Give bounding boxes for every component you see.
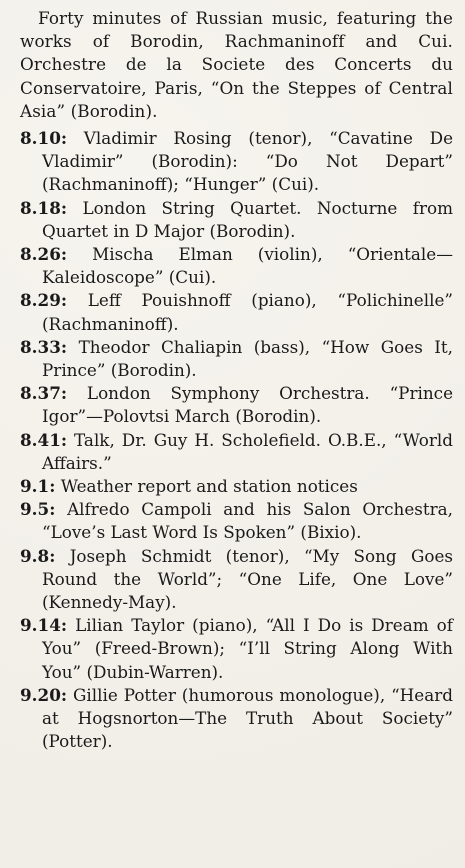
program-text: Vladimir Rosing (tenor), “Cavatine De Vladimir” (Borodin): “Do Not Depart” (Rachmaninoff); “Hunger” (Cui). <box>42 128 453 195</box>
program-text: Weather report and station notices <box>60 476 358 497</box>
program-time: 8.33: <box>20 336 68 357</box>
program-time: 8.37: <box>20 383 68 404</box>
program-text: London String Quartet. Nocturne from Quartet in D Major (Borodin). <box>42 197 453 241</box>
program-text: Alfredo Campoli and his Salon Orchestra, “Love’s Last Word Is Spoken” (Bixio). <box>42 499 453 543</box>
program-time: 8.18: <box>20 197 68 218</box>
program-text: Leff Pouishnoff (piano), “Polichinelle” (Rachmaninoff). <box>42 290 453 334</box>
program-time: 8.41: <box>20 429 68 450</box>
program-time: 9.1: <box>20 476 56 497</box>
program-item <box>20 498 453 544</box>
program-text: Lilian Taylor (piano), “All I Do is Dream of You” (Freed-Brown); “I’ll String Along With You” (Dubin-Warren). <box>42 615 454 682</box>
program-time: 9.8: <box>20 545 56 566</box>
program-text: London Symphony Orchestra. “Prince Igor”—Polovtsi March (Borodin). <box>42 383 453 427</box>
program-item <box>20 429 453 475</box>
program-time: 8.26: <box>20 244 68 265</box>
program-text: Gillie Potter (humorous monologue), “Heard at Hogsnorton—The Truth About Society” (Potter). <box>42 684 453 752</box>
program-text: Mischa Elman (violin), “Orientale—Kaleidoscope” (Cui). <box>42 244 453 288</box>
program-item <box>20 382 453 428</box>
program-time: 8.10: <box>20 128 68 149</box>
program-text: Joseph Schmidt (tenor), “My Song Goes Round the World”; “One Life, One Love” (Kennedy-May). <box>42 545 453 613</box>
program-item <box>20 684 453 754</box>
program-item <box>20 289 453 335</box>
program-item <box>20 336 453 382</box>
program-text: Theodor Chaliapin (bass), “How Goes It, Prince” (Borodin). <box>42 336 453 381</box>
program-item <box>20 614 453 684</box>
program-item <box>20 127 453 197</box>
program-item <box>20 197 453 243</box>
program-time: 9.20: <box>20 684 68 705</box>
program-time: 9.5: <box>20 499 56 520</box>
program-item <box>20 243 453 289</box>
program-time: 8.29: <box>20 290 68 311</box>
intro-paragraph: Forty minutes of Russian music, featuring the works of Borodin, Rachmaninoff and Cui. Orchestre de la Societe des Concerts du Conservatoire, Paris, “On the Steppes of Central Asia” (Borodin). <box>20 8 453 121</box>
program-text: Talk, Dr. Guy H. Scholefield. O.B.E., “World Affairs.” <box>42 429 453 473</box>
program-item <box>20 545 453 615</box>
program-item <box>20 475 453 498</box>
program-time: 9.14: <box>20 615 68 636</box>
